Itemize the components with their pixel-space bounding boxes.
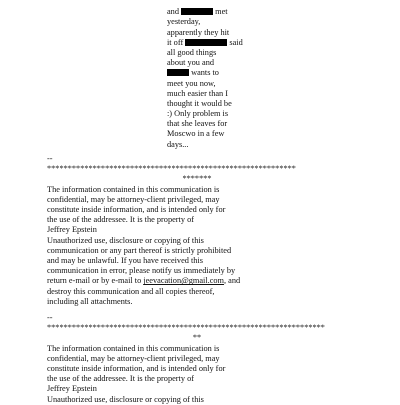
- quote-line: [167, 17, 277, 27]
- quote-text: met: [213, 7, 228, 17]
- text-line: communication in error, please notify us immediately by: [47, 266, 236, 276]
- quote-text: much easier than I: [167, 88, 229, 98]
- separator-dashes: --: [47, 313, 53, 322]
- text-line: confidential, may be attorney-client privileged, may: [47, 194, 220, 204]
- text-line: including all attachments.: [47, 296, 133, 306]
- email-line-prefix: return e-mail or by e-mail to: [47, 276, 144, 286]
- quote-text: days...: [167, 139, 189, 149]
- text-line: destroy this communication and all copies thereof,: [47, 286, 215, 296]
- quote-line: [167, 38, 277, 48]
- quote-text: apparently they hit: [167, 27, 230, 37]
- quote-text: that she leaves for: [167, 119, 228, 129]
- quote-text: all good things: [167, 47, 217, 57]
- separator-stars: *******************************************************************: [47, 323, 325, 333]
- text-line: Unauthorized use, disclosure or copying of this: [47, 394, 204, 404]
- quote-line: [167, 129, 277, 139]
- quote-text: :) Only problem is: [167, 109, 229, 119]
- quote-text: Moscwo in a few: [167, 129, 225, 139]
- quote-line: [167, 89, 277, 99]
- quote-line: [167, 109, 277, 119]
- quote-text: yesterday,: [167, 17, 201, 27]
- quoted-message: [167, 0, 277, 150]
- quote-line: [167, 140, 277, 150]
- text-line: Jeffrey Epstein: [47, 225, 97, 235]
- text-line: the use of the addressee. It is the property of: [47, 215, 194, 225]
- quote-line: [167, 79, 277, 89]
- disclaimer-text: [47, 344, 347, 405]
- disclaimer-text: [47, 185, 347, 277]
- text-line: The information contained in this communication is: [47, 184, 220, 194]
- disclaimer-block-2: [47, 313, 347, 405]
- text-line: Jeffrey Epstein: [47, 384, 97, 394]
- separator-stars: ************************************************************: [47, 164, 296, 174]
- quote-line: [167, 7, 277, 17]
- text-line: and may be unlawful. If you have received this: [47, 256, 203, 266]
- separator-dashes: --: [47, 154, 53, 163]
- text-line: communication or any part thereof is strictly prohibited: [47, 245, 232, 255]
- text-line: constitute inside information, and is intended only for: [47, 364, 226, 374]
- text-line: The information contained in this communication is: [47, 343, 220, 353]
- quote-line: [167, 48, 277, 58]
- quote-text: about you and: [167, 58, 215, 68]
- redaction-bar: [181, 8, 213, 15]
- separator-stars-tail: **: [192, 333, 202, 343]
- quote-line: [167, 68, 277, 78]
- disclaimer-email-line: [47, 276, 347, 286]
- text-line: the use of the addressee. It is the property of: [47, 374, 194, 384]
- quote-line: [167, 28, 277, 38]
- quote-text: wants to: [189, 68, 219, 78]
- disclaimer-block-1: [47, 154, 347, 307]
- quote-text: and: [167, 7, 182, 17]
- quote-line: [167, 58, 277, 68]
- text-line: Unauthorized use, disclosure or copying of this: [47, 235, 204, 245]
- redaction-bar: [167, 69, 189, 76]
- quote-line: [167, 99, 277, 109]
- text-line: constitute inside information, and is intended only for: [47, 205, 226, 215]
- redaction-bar: [185, 39, 227, 46]
- separator-stars-tail: *******: [182, 174, 212, 184]
- quote-text: meet you now,: [167, 78, 216, 88]
- disclaimer-closing: [47, 287, 347, 307]
- quote-line: [167, 0, 277, 7]
- quote-text: said: [227, 37, 243, 47]
- text-line: confidential, may be attorney-client privileged, may: [47, 353, 220, 363]
- email-link[interactable]: jeevacation@gmail.com: [143, 276, 224, 286]
- quote-text: it off: [167, 37, 186, 47]
- quote-line: [167, 119, 277, 129]
- quote-text: thought it would be: [167, 98, 232, 108]
- email-line-suffix: , and: [223, 276, 241, 286]
